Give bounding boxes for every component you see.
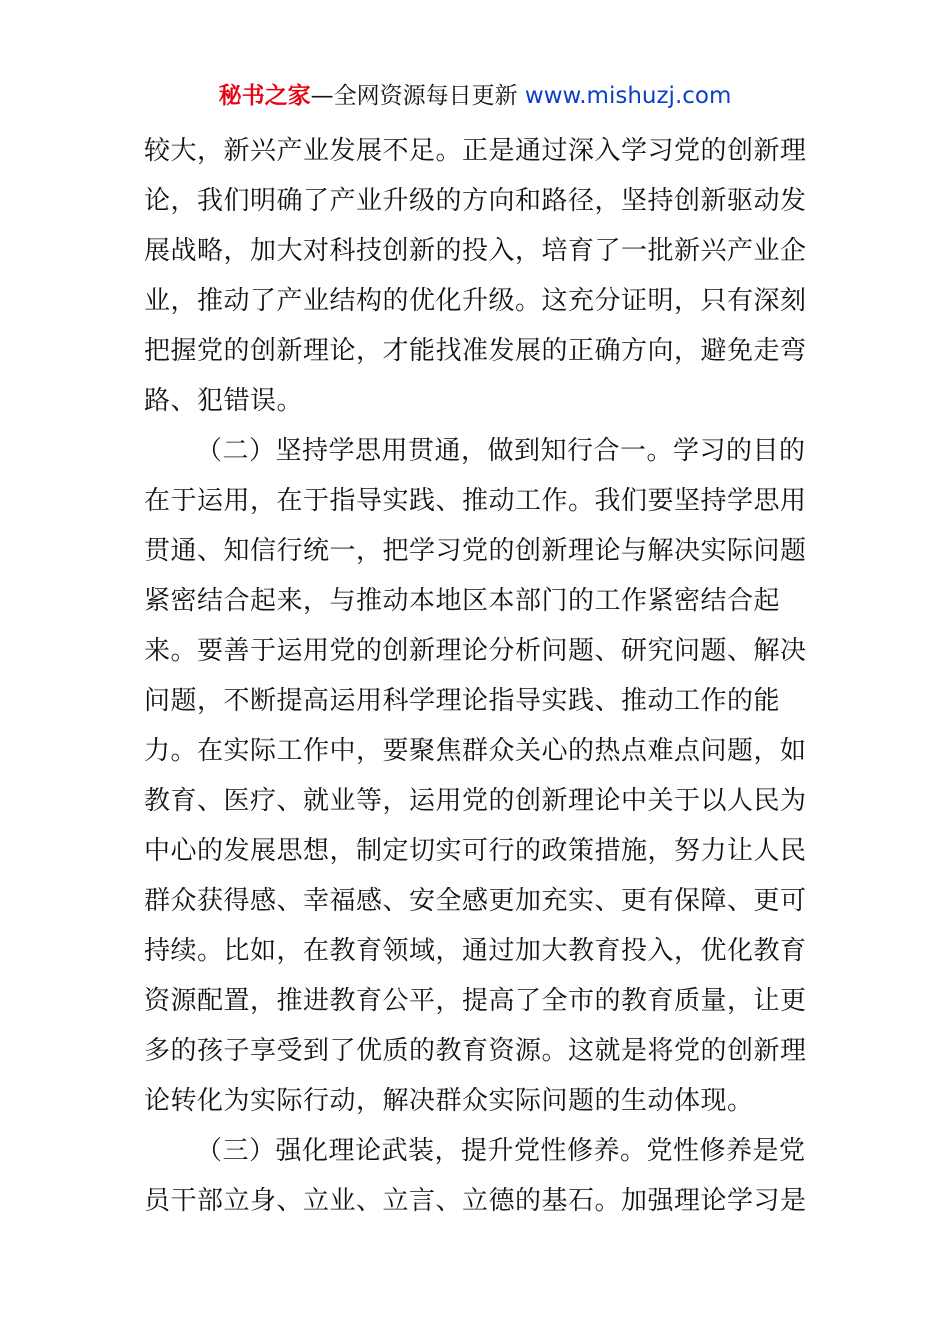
site-url-link[interactable]: www.mishuzj.com (524, 83, 732, 109)
text-line: 员干部立身、立业、立言、立德的基石。加强理论学习是 (144, 1186, 807, 1216)
site-banner (0, 80, 950, 112)
text-line: 群众获得感、幸福感、安全感更加充实、更有保障、更可 (144, 886, 807, 916)
text-line: 多的孩子享受到了优质的教育资源。这就是将党的创新理 (144, 1036, 807, 1066)
text-line: 紧密结合起来，与推动本地区本部门的工作紧密结合起 (144, 586, 781, 616)
text-line: 展战略，加大对科技创新的投入，培育了一批新兴产业企 (144, 236, 807, 266)
brand-name: 秘书之家 (218, 83, 311, 109)
text-line: 较大，新兴产业发展不足。正是通过深入学习党的创新理 (144, 136, 807, 166)
banner-tagline: —全网资源每日更新 (310, 83, 518, 109)
text-line: 来。要善于运用党的创新理论分析问题、研究问题、解决 (144, 636, 807, 666)
document-body (144, 126, 814, 1226)
text-line: 路、犯错误。 (144, 386, 304, 416)
text-line: 教育、医疗、就业等，运用党的创新理论中关于以人民为 (144, 786, 807, 816)
text-line: 持续。比如，在教育领域，通过加大教育投入，优化教育 (144, 936, 807, 966)
text-line: 把握党的创新理论，才能找准发展的正确方向，避免走弯 (144, 336, 807, 366)
section-heading-line: （三）强化理论武装，提升党性修养。党性修养是党 (196, 1136, 806, 1166)
text-line: 在于运用，在于指导实践、推动工作。我们要坚持学思用 (144, 486, 807, 516)
text-line: 问题，不断提高运用科学理论指导实践、推动工作的能 (144, 686, 781, 716)
text-line: 资源配置，推进教育公平，提高了全市的教育质量，让更 (144, 986, 807, 1016)
text-line: 贯通、知信行统一，把学习党的创新理论与解决实际问题 (144, 536, 807, 566)
text-line: 中心的发展思想，制定切实可行的政策措施，努力让人民 (144, 836, 807, 866)
section-heading-line: （二）坚持学思用贯通，做到知行合一。学习的目的 (196, 436, 806, 466)
text-line: 论转化为实际行动，解决群众实际问题的生动体现。 (144, 1086, 754, 1116)
text-line: 力。在实际工作中，要聚焦群众关心的热点难点问题，如 (144, 736, 807, 766)
text-line: 业，推动了产业结构的优化升级。这充分证明，只有深刻 (144, 286, 807, 316)
text-line: 论，我们明确了产业升级的方向和路径，坚持创新驱动发 (144, 186, 807, 216)
